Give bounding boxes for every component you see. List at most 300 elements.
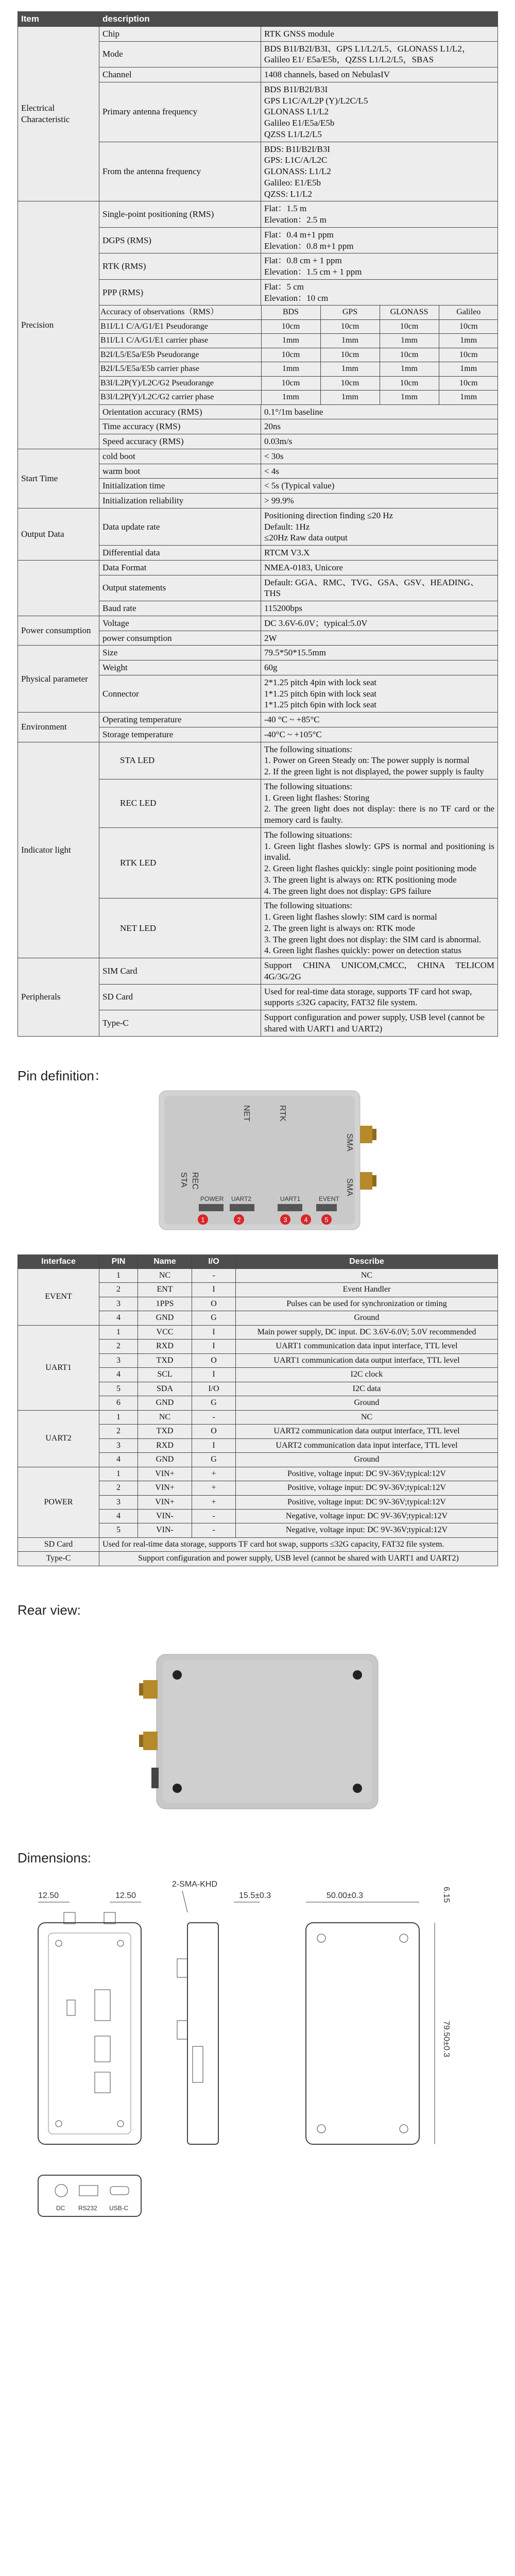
pin-cell: 1 [99,1325,138,1339]
dim-6-15: 6.15 [442,1886,451,1903]
pin-cell: 3 [99,1495,138,1509]
power-consumption-value: 2W [261,631,498,646]
rtk-led-label: RTK LED [99,827,261,899]
pin-cell: 4 [99,1509,138,1523]
start-label: warm boot [99,464,261,479]
update-rate-label: Data update rate [99,508,261,545]
pin-cell: Positive, voltage input: DC 9V-36V;typical:12V [236,1495,498,1509]
acc-cell: 1mm [439,334,498,348]
spp-line: Flat：1.5 m [264,204,307,214]
op-temp-value: -40 °C ~ +85°C [261,713,498,727]
category-power: Power consumption [18,616,99,646]
power-port [199,1204,224,1211]
voltage-label: Voltage [99,616,261,631]
pin-cell: 2 [99,1481,138,1495]
port-label-usbc: USB-C [109,2204,129,2212]
dim-50-00: 50.00±0.3 [327,1891,364,1900]
pin-cell: 2 [99,1283,138,1297]
voltage-value: DC 3.6V-6.0V；typical:5.0V [261,616,498,631]
dgps-line: Elevation：0.8 m+1 ppm [264,241,354,251]
acc-cell: 10cm [439,319,498,333]
screw-icon [173,1670,182,1680]
start-value: < 5s (Typical value) [261,479,498,494]
pin-cell: VCC [138,1325,192,1339]
acc-cell: 1mm [380,362,439,376]
svg-text:1: 1 [201,1215,205,1224]
acc-header-cell: Accuracy of observations（RMS） [99,306,261,319]
pin-cell: NC [138,1269,192,1283]
dim-79-50: 79.50±0.3 [442,2020,451,2057]
uart2-port [230,1204,254,1211]
net-line: The following situations: [264,901,352,911]
ppp-label: PPP (RMS) [99,279,261,306]
data-format-label: Data Format [99,560,261,575]
interface-event: EVENT [18,1269,99,1326]
pin-cell: VIN+ [138,1481,192,1495]
pin-cell: I/O [192,1382,236,1396]
rtk-line: Flat：0.8 cm + 1 ppm [264,256,342,266]
differential-label: Differential data [99,546,261,561]
size-value: 79.5*50*15.5mm [261,646,498,660]
rec-led-value [261,779,498,827]
dgps-value [261,227,498,253]
start-label: Initialization time [99,479,261,494]
chip-label: Chip [99,26,261,41]
sim-card-value: Support CHINA UNICOM,CMCC, CHINA TELICOM 4G/3G/2G [261,958,498,985]
differential-value: RTCM V3.X [261,546,498,561]
accuracy-row [99,348,498,362]
pin-cell: GND [138,1311,192,1325]
accuracy-row [99,391,498,404]
sta-led-value [261,742,498,779]
op-temp-label: Operating temperature [99,713,261,727]
acc-cell: 10cm [261,376,320,390]
pin-header-row [18,1255,498,1268]
rtk-led-value [261,827,498,899]
storage-temp-label: Storage temperature [99,727,261,742]
pin-marker-5 [321,1214,332,1225]
pin-cell: NC [236,1410,498,1424]
pin-cell: G [192,1311,236,1325]
acc-header-cell: GPS [320,306,380,319]
start-value: > 99.9% [261,494,498,509]
from-line: GPS: L1C/A/L2C [264,155,328,165]
acc-cell: 10cm [261,348,320,362]
rec-led-label: REC LED [99,779,261,827]
pin-cell: I [192,1340,236,1353]
label-rtk: RTK [278,1105,287,1122]
pin-cell: 1 [99,1467,138,1481]
category-physical: Physical parameter [18,646,99,713]
pin-cell: NC [138,1410,192,1424]
pin-cell: I [192,1283,236,1297]
time-accuracy-label: Time accuracy (RMS) [99,419,261,434]
accuracy-row [99,362,498,376]
label-uart1: UART1 [280,1195,301,1202]
spec-header-description: description [99,12,498,27]
pin-cell: UART2 communication data input interface, TTL level [236,1438,498,1452]
ppp-value [261,279,498,306]
acc-cell: 1mm [320,391,380,404]
net-led-value [261,899,498,958]
pin-cell: VIN- [138,1509,192,1523]
pin-cell: UART2 communication data output interface, TTL level [236,1425,498,1438]
spec-header-row [18,12,498,27]
rec-line: The following situations: [264,781,352,791]
svg-text:3: 3 [283,1215,287,1224]
dim-15-5: 15.5±0.3 [239,1891,271,1900]
pin-cell: GND [138,1396,192,1410]
acc-cell: B1I/L1 C/A/G1/E1 Pseudorange [99,319,261,333]
pin-cell: 4 [99,1311,138,1325]
sta-led-label: STA LED [99,742,261,779]
connector-line: 1*1.25 pitch 6pin with lock seat [264,700,377,710]
interface-type-c: Type-C [18,1552,99,1566]
pin-cell: GND [138,1453,192,1467]
acc-cell: 10cm [320,348,380,362]
pin-cell: SCL [138,1368,192,1382]
orientation-value: 0.1°/1m baseline [261,404,498,419]
pin-cell: + [192,1481,236,1495]
category-output-data: Output Data [18,508,99,560]
acc-cell: 10cm [380,376,439,390]
accuracy-table [99,306,498,404]
pin-cell: Negative, voltage input: DC 9V-36V;typical:12V [236,1509,498,1523]
sim-card-label: SIM Card [99,958,261,985]
pin-header-cell: Describe [236,1255,498,1268]
pin-marker-3 [280,1214,290,1225]
weight-label: Weight [99,660,261,675]
screw-icon [173,1784,182,1793]
connector-value [261,675,498,712]
start-value: < 30s [261,449,498,464]
pin-cell: Pulses can be used for synchronization or timing [236,1297,498,1311]
pin-cell: Positive, voltage input: DC 9V-36V;typical:12V [236,1467,498,1481]
dgps-label: DGPS (RMS) [99,227,261,253]
net-line: 4. Green light flashes quickly: power on detection status [264,945,461,956]
pin-cell: G [192,1396,236,1410]
output-statements-value: Default: GGA、RMC、TVG、GSA、GSV、HEADING、THS [261,575,498,601]
side-view-drawing [172,1880,271,2144]
from-line: Galileo: E1/E5b [264,177,321,188]
primary-line: Galileo E1/E5a/E5b [264,118,335,128]
accuracy-row [99,319,498,333]
ppp-line: Elevation：10 cm [264,293,329,303]
from-antenna-label: From the antenna frequency [99,142,261,201]
dim-12-50-left: 12.50 [38,1891,59,1900]
acc-header-cell: BDS [261,306,320,319]
svg-text:5: 5 [324,1215,329,1224]
pin-cell: G [192,1453,236,1467]
type-c-value: Support configuration and power supply, USB level (cannot be shared with UART1 and UART2) [261,1010,498,1037]
label-uart2: UART2 [231,1195,252,1202]
primary-line: QZSS L1/L2/L5 [264,129,322,139]
pin-cell: O [192,1425,236,1438]
pin-cell: I [192,1368,236,1382]
storage-temp-value: -40°C ~ +105°C [261,727,498,742]
connector-label: Connector [99,675,261,712]
rtk-led-line: 1. Green light flashes slowly: GPS is normal and positioning is invalid. [264,841,494,862]
acc-cell: 1mm [320,362,380,376]
primary-line: GPS L1C/A/L2P (Y)/L2C/L5 [264,95,368,106]
pin-cell: 3 [99,1438,138,1452]
dimensions-title: Dimensions: [18,1850,92,1866]
baud-rate-value: 115200bps [261,601,498,616]
pin-header-cell: PIN [99,1255,138,1268]
output-statements-label: Output statements [99,575,261,601]
pin-cell: ENT [138,1283,192,1297]
pin-marker-1 [198,1214,208,1225]
label-rec: REC [191,1172,199,1190]
label-sta: STA [179,1172,188,1188]
pin-cell: 1 [99,1410,138,1424]
net-line: 2. The green light is always on: RTK mode [264,923,415,933]
acc-cell: 1mm [261,391,320,404]
label-sma-2: SMA [345,1178,354,1196]
acc-cell: B3I/L2P(Y)/L2C/G2 carrier phase [99,391,261,404]
mode-label: Mode [99,41,261,67]
pin-cell: - [192,1410,236,1424]
category-start-time: Start Time [18,449,99,508]
rtk-line: Elevation：1.5 cm + 1 ppm [264,267,362,277]
rate-line: Positioning direction finding ≤20 Hz [264,510,393,520]
module-front-image [18,1084,497,1255]
category-indicator: Indicator light [18,742,99,958]
acc-header-cell: Galileo [439,306,498,319]
rtk-led-line: 2. Green light flashes quickly: single point positioning mode [264,863,477,874]
pin-cell: 5 [99,1523,138,1537]
pin-cell: Negative, voltage input: DC 9V-36V;typical:12V [236,1523,498,1537]
pin-header-cell: Name [138,1255,192,1268]
pin-row [18,1410,498,1424]
sta-line: The following situations: [264,744,352,754]
pin-table [18,1255,498,1566]
rate-line: ≤20Hz Raw data output [264,533,348,543]
pin-marker-4 [301,1214,311,1225]
type-c-desc: Support configuration and power supply, USB level (cannot be shared with UART1 and UART2) [99,1552,498,1566]
sd-card-label: SD Card [99,984,261,1010]
chip-value: RTK GNSS module [261,26,498,41]
pin-cell: - [192,1523,236,1537]
pin-cell: O [192,1353,236,1367]
speed-accuracy-label: Speed accuracy (RMS) [99,434,261,449]
sta-line: 2. If the green light is not displayed, the power supply is faulty [264,767,484,777]
time-accuracy-value: 20ns [261,419,498,434]
pin-cell: I2C clock [236,1368,498,1382]
pin-marker-2 [234,1214,244,1225]
interface-uart2: UART2 [18,1410,99,1467]
pin-cell: Ground [236,1396,498,1410]
sd-card-desc: Used for real-time data storage, supports TF card hot swap, supports ≤32G capacity, FAT32 file system. [99,1537,498,1551]
from-antenna-value [261,142,498,201]
pin-cell: 2 [99,1340,138,1353]
category-interface [18,560,99,616]
pin-row [18,1325,498,1339]
category-precision: Precision [18,201,99,449]
spp-label: Single-point positioning (RMS) [99,201,261,228]
acc-header-cell: GLONASS [380,306,439,319]
pin-cell: Main power supply, DC input. DC 3.6V-6.0V; 5.0V recommended [236,1325,498,1339]
pin-cell: 3 [99,1297,138,1311]
spec-header-item: Item [18,12,99,27]
primary-antenna-label: Primary antenna frequency [99,82,261,142]
dim-sma-khd: 2-SMA-KHD [172,1879,218,1889]
sma-connector-icon [360,1126,376,1143]
pin-definition-title: Pin definition： [18,1067,108,1083]
acc-cell: 10cm [320,319,380,333]
accuracy-cell [99,306,498,404]
speed-accuracy-value: 0.03m/s [261,434,498,449]
pin-cell: I [192,1438,236,1452]
net-line: 3. The green light does not display: the SIM card is abnormal. [264,934,482,944]
pin-row [18,1552,498,1566]
pin-cell: + [192,1495,236,1509]
from-line: BDS: B1I/B2I/B3I [264,144,330,154]
acc-cell: 1mm [439,362,498,376]
pin-cell: Event Handler [236,1283,498,1297]
size-label: Size [99,646,261,660]
accuracy-row [99,376,498,390]
sma-connector-icon [360,1172,376,1190]
pin-cell: - [192,1269,236,1283]
acc-cell: 10cm [380,348,439,362]
acc-cell: B2I/L5/E5a/E5b carrier phase [99,362,261,376]
acc-cell: B3I/L2P(Y)/L2C/G2 Pseudorange [99,376,261,390]
pin-header-cell: Interface [18,1255,99,1268]
rtk-led-line: 3. The green light is always on: RTK positioning mode [264,874,457,885]
category-electrical: Electrical Characteristic [18,26,99,201]
pin-cell: 1 [99,1269,138,1283]
spec-table [18,11,498,1037]
primary-line: BDS B1I/B2I/B3I [264,84,328,94]
rear-view-title: Rear view: [18,1602,81,1618]
rtk-led-line: The following situations: [264,829,352,840]
pin-cell: VIN+ [138,1495,192,1509]
primary-line: GLONASS L1/L2 [264,107,329,117]
accuracy-row [99,334,498,348]
pin-cell: SDA [138,1382,192,1396]
interface-uart1: UART1 [18,1325,99,1410]
port-label-rs232: RS232 [78,2204,97,2212]
rec-line: 2. The green light does not display: there is no TF card or the memory card is faulty. [264,804,494,825]
sta-line: 1. Power on Green Steady on: The power supply is normal [264,755,470,766]
port-view-drawing [38,2175,141,2216]
pin-cell: I2C data [236,1382,498,1396]
acc-cell: 1mm [320,334,380,348]
acc-cell: 10cm [380,319,439,333]
connector-line: 1*1.25 pitch 6pin with lock seat [264,688,377,699]
start-label: Initialization reliability [99,494,261,509]
pin-cell: - [192,1509,236,1523]
pin-cell: UART1 communication data input interface, TTL level [236,1340,498,1353]
top-view-drawing [306,1887,451,2144]
spp-line: Elevation：2.5 m [264,215,327,225]
sma-connector-icon [139,1732,158,1750]
dimension-drawing [18,1866,497,2227]
baud-rate-label: Baud rate [99,601,261,616]
acc-cell: 1mm [380,334,439,348]
power-consumption-label: power consumption [99,631,261,646]
rtk-value [261,253,498,280]
category-environment: Environment [18,713,99,742]
screw-icon [353,1784,362,1793]
acc-cell: 1mm [380,391,439,404]
acc-cell: 10cm [261,319,320,333]
primary-antenna-value [261,82,498,142]
net-led-label: NET LED [99,899,261,958]
rtk-label: RTK (RMS) [99,253,261,280]
spp-value [261,201,498,228]
pin-cell: TXD [138,1425,192,1438]
pin-cell: 4 [99,1368,138,1382]
acc-cell: 1mm [261,334,320,348]
start-value: < 4s [261,464,498,479]
pin-cell: Ground [236,1311,498,1325]
weight-value: 60g [261,660,498,675]
pin-cell: VIN+ [138,1467,192,1481]
pin-cell: RXD [138,1438,192,1452]
event-port [316,1204,337,1211]
connector-line: 2*1.25 pitch 4pin with lock seat [264,677,377,687]
pin-cell: 1PPS [138,1297,192,1311]
from-line: GLONASS: L1/L2 [264,166,331,176]
pin-cell: NC [236,1269,498,1283]
pin-cell: Ground [236,1453,498,1467]
pin-cell: Positive, voltage input: DC 9V-36V;typical:12V [236,1481,498,1495]
screw-icon [353,1670,362,1680]
dgps-line: Flat：0.4 m+1 ppm [264,229,334,240]
channel-value: 1408 channels, based on NebulasIV [261,67,498,82]
channel-label: Channel [99,67,261,82]
acc-cell: 10cm [439,376,498,390]
pin-cell: RXD [138,1340,192,1353]
dim-12-50-right: 12.50 [115,1891,136,1900]
rtk-led-line: 4. The green light does not display: GPS failure [264,886,432,896]
interface-power: POWER [18,1467,99,1537]
acc-cell: 10cm [320,376,380,390]
pin-cell: TXD [138,1353,192,1367]
label-event: EVENT [319,1195,340,1202]
pin-cell: I [192,1325,236,1339]
pin-cell: 4 [99,1453,138,1467]
from-line: QZSS: L1/L2 [264,189,313,199]
rec-line: 1. Green light flashes: Storing [264,792,370,803]
accuracy-header [99,306,498,319]
type-c-label: Type-C [99,1010,261,1037]
orientation-label: Orientation accuracy (RMS) [99,404,261,419]
label-power: POWER [200,1195,224,1202]
acc-cell: B2I/L5/E5a/E5b Pseudorange [99,348,261,362]
svg-text:2: 2 [237,1215,241,1224]
pin-cell: + [192,1467,236,1481]
side-port [151,1768,159,1788]
svg-text:4: 4 [304,1215,308,1224]
label-net: NET [242,1105,251,1122]
pin-row [18,1269,498,1283]
pin-row [18,1537,498,1551]
update-rate-value [261,508,498,545]
pin-cell: 2 [99,1425,138,1438]
mode-value: BDS B1I/B2I/B3I、GPS L1/L2/L5、GLONASS L1/L2，Galileo E1/ E5a/E5b，QZSS L1/L2/L5，SBAS [261,41,498,67]
acc-cell: 1mm [261,362,320,376]
pin-cell: 5 [99,1382,138,1396]
pin-cell: O [192,1297,236,1311]
uart1-port [278,1204,302,1211]
interface-sd-card: SD Card [18,1537,99,1551]
sd-card-value: Used for real-time data storage, supports TF card hot swap, supports ≤32G capacity, FAT32 file system. [261,984,498,1010]
data-format-value: NMEA-0183, Unicore [261,560,498,575]
pin-cell: UART1 communication data output interface, TTL level [236,1353,498,1367]
